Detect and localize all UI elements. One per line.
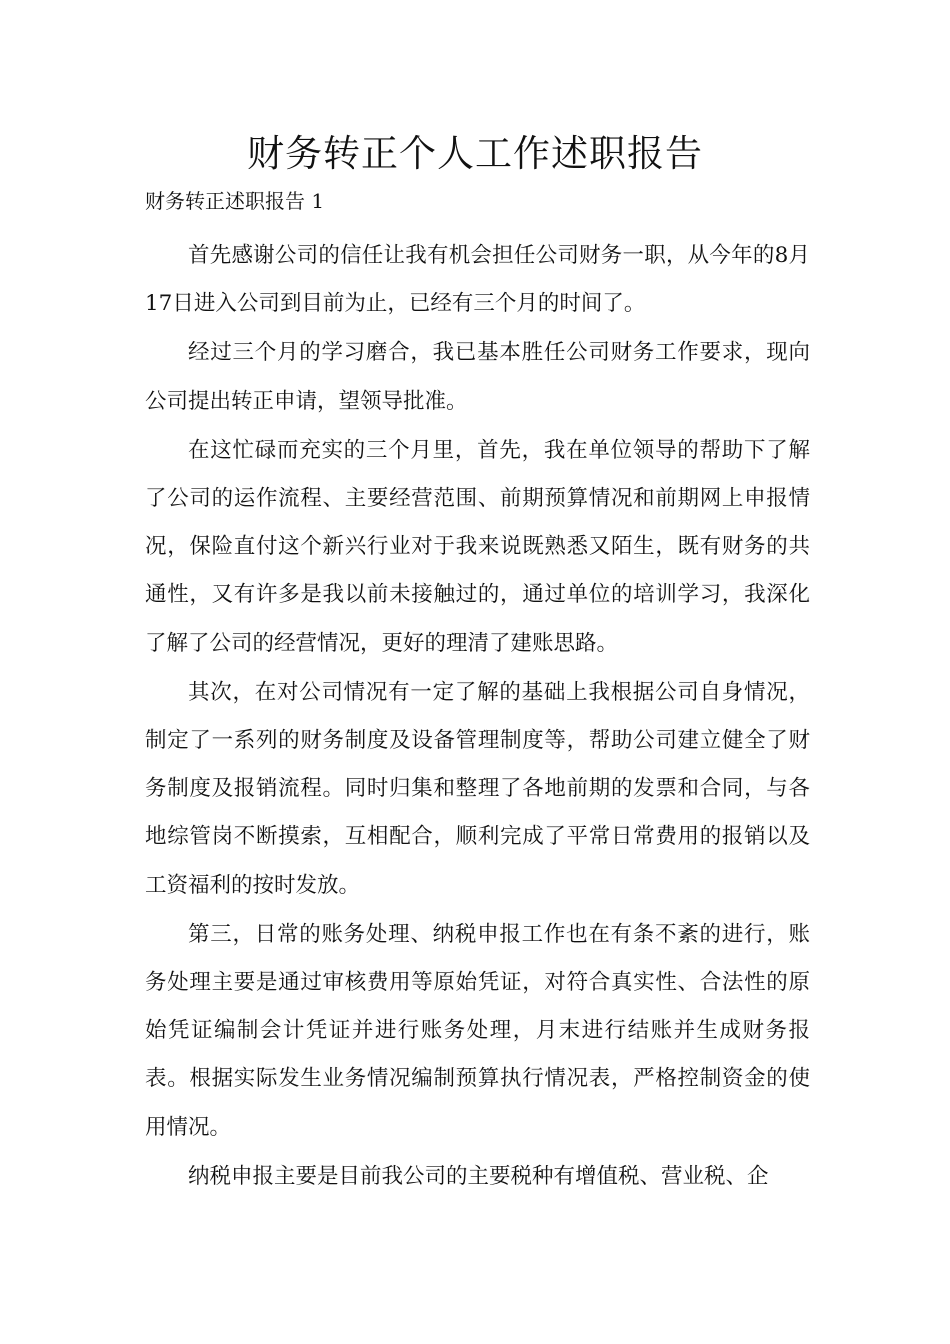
document-body — [145, 232, 810, 1202]
paragraph-3: 在这忙碌而充实的三个月里，首先，我在单位领导的帮助下了解了公司的运作流程、主要经营范围、前期预算情况和前期网上申报情况，保险直付这个新兴行业对于我来说既熟悉又陌生，既有财务的共通性，又有许多是我以前未接触过的，通过单位的培训学习，我深化了解了公司的经营情况，更好的理清了建账思路。 — [145, 437, 810, 656]
paragraph-4: 其次，在对公司情况有一定了解的基础上我根据公司自身情况，制定了一系列的财务制度及设备管理制度等，帮助公司建立健全了财务制度及报销流程。同时归集和整理了各地前期的发票和合同，与各地综管岗不断摸索，互相配合，顺利完成了平常日常费用的报销以及工资福利的按时发放。 — [145, 679, 810, 898]
paragraph-2: 经过三个月的学习磨合，我已基本胜任公司财务工作要求，现向公司提出转正申请，望领导批准。 — [145, 340, 810, 414]
paragraph-1: 首先感谢公司的信任让我有机会担任公司财务一职，从今年的8月17日进入公司到目前为止，已经有三个月的时间了。 — [145, 243, 810, 317]
paragraph-5: 第三，日常的账务处理、纳税申报工作也在有条不紊的进行，账务处理主要是通过审核费用等原始凭证，对符合真实性、合法性的原始凭证编制会计凭证并进行账务处理，月末进行结账并生成财务报表。根据实际发生业务情况编制预算执行情况表，严格控制资金的使用情况。 — [145, 921, 810, 1140]
section-heading: 财务转正述职报告 1 — [145, 189, 325, 213]
document-title: 财务转正个人工作述职报告 — [247, 132, 703, 175]
paragraph-6: 纳税申报主要是目前我公司的主要税种有增值税、营业税、企 — [188, 1163, 769, 1189]
